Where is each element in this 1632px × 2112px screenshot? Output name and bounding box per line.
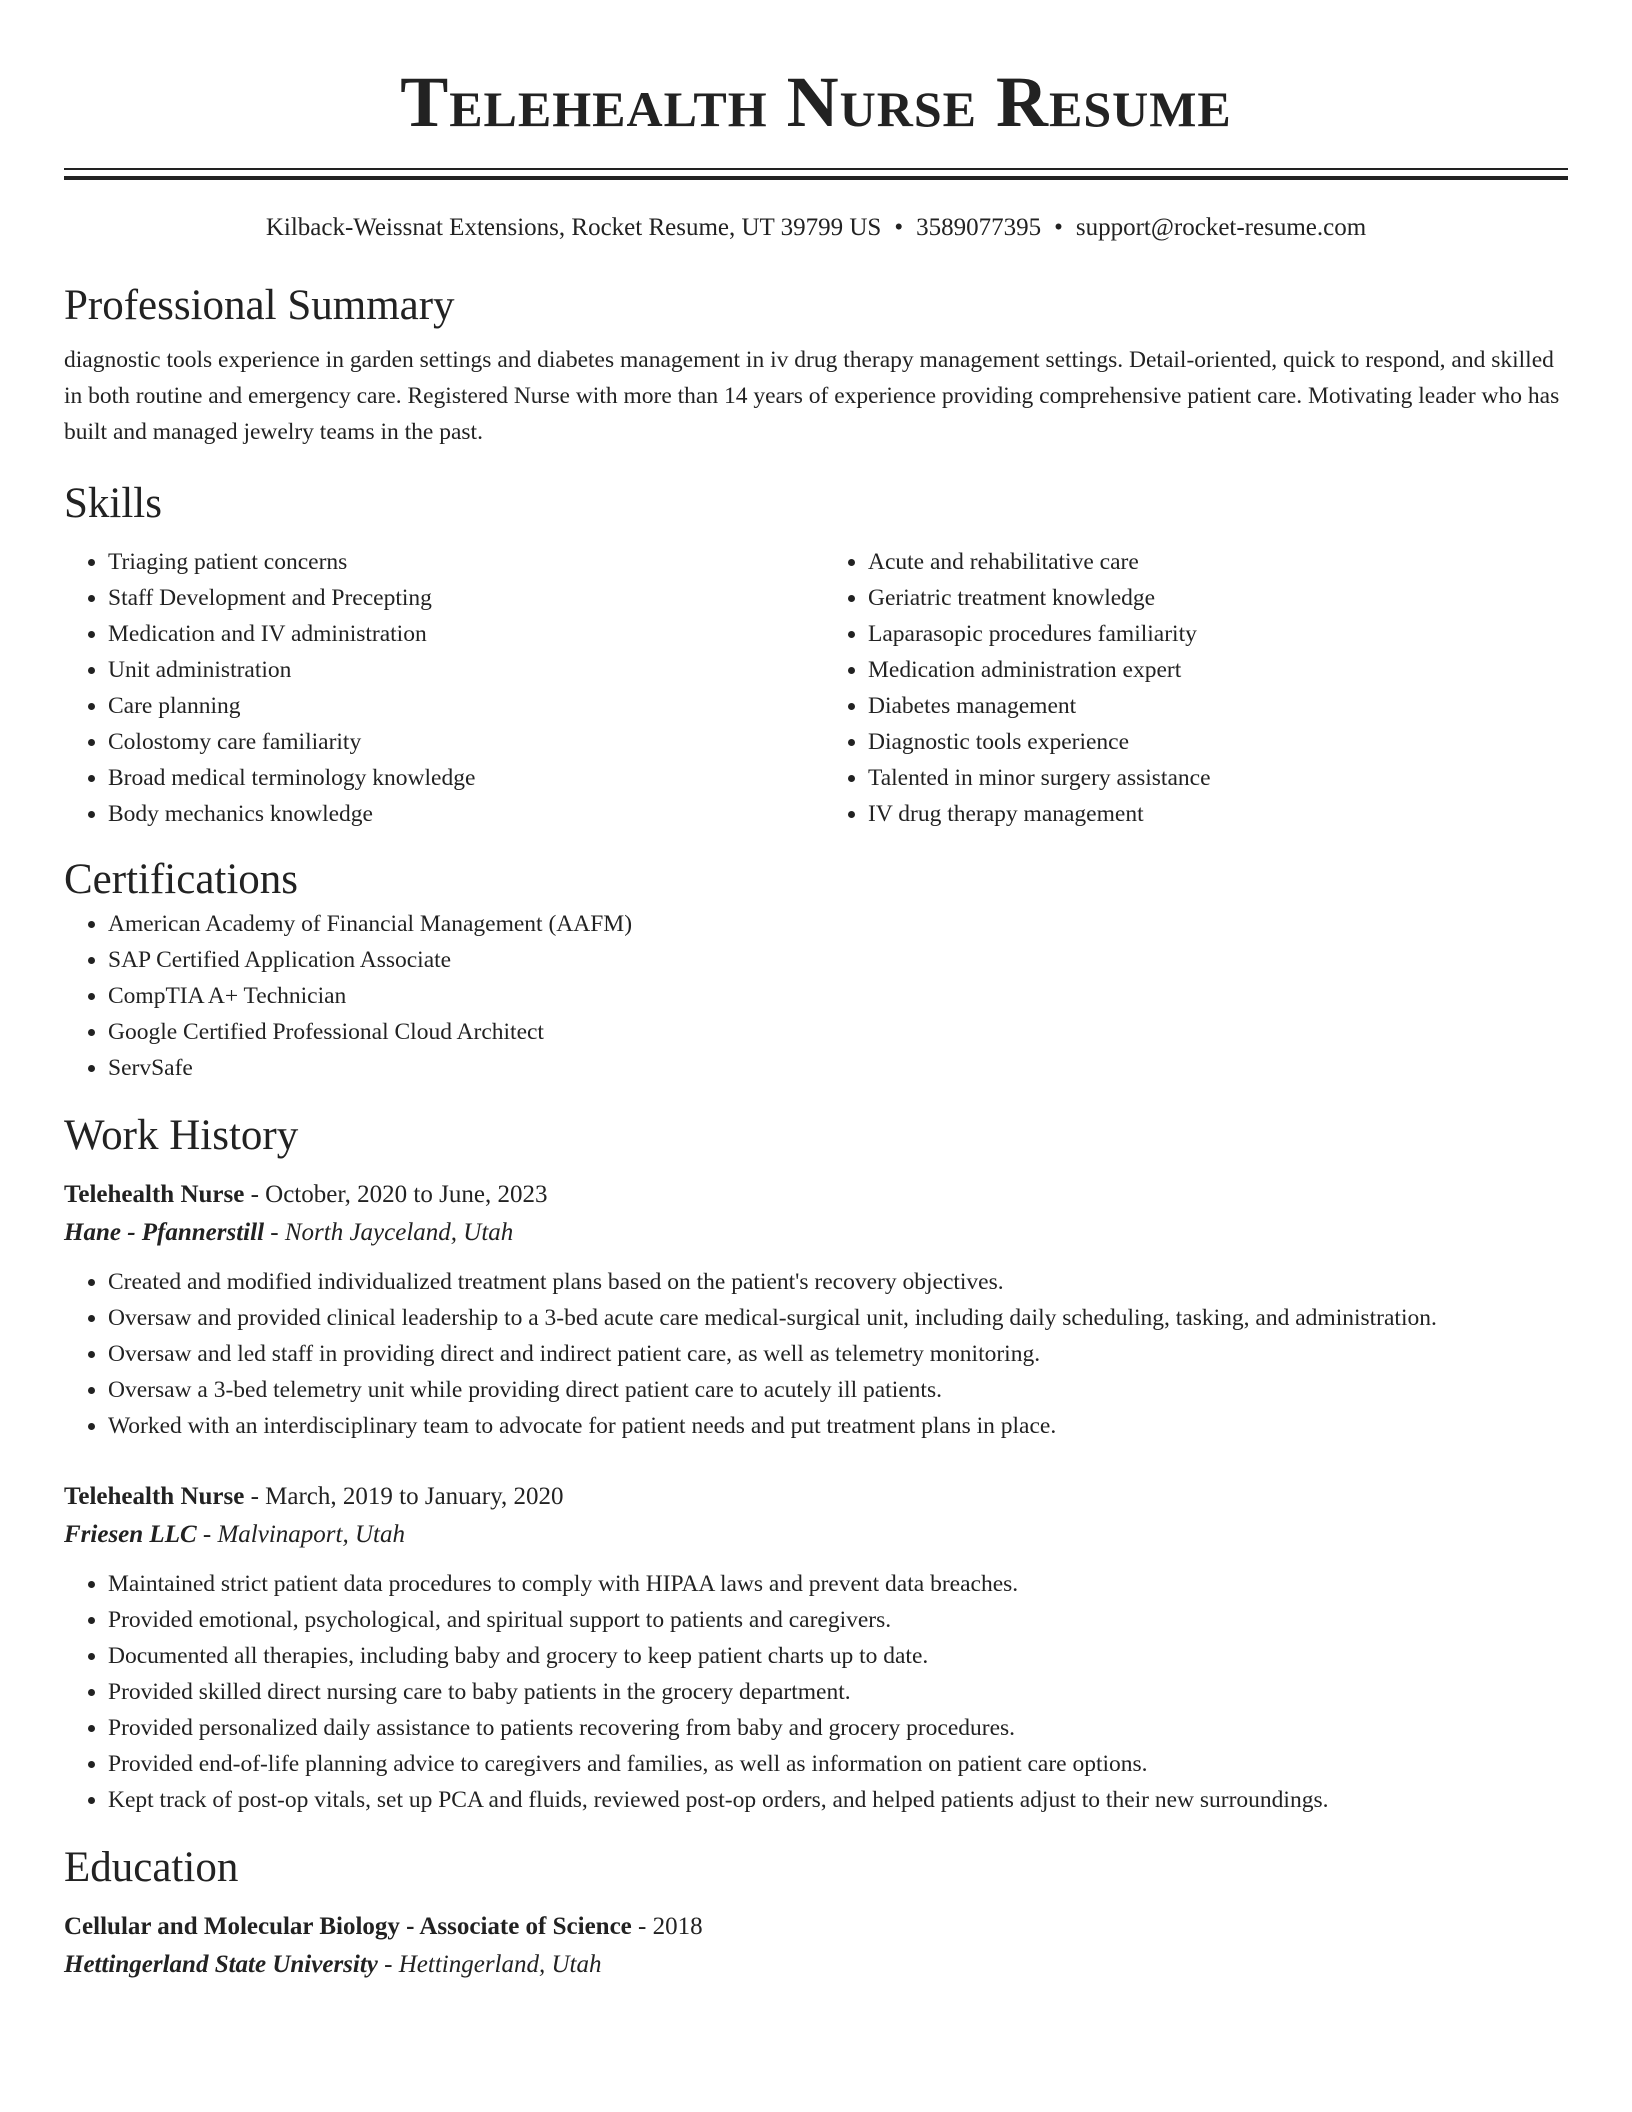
skill-item: • Diagnostic tools experience xyxy=(868,724,1568,760)
certifications-list xyxy=(64,906,1568,1086)
job-company-line xyxy=(64,1516,1568,1554)
job-duty: • Worked with an interdisciplinary team to advocate for patient needs and put treatment plans in place. xyxy=(108,1408,1568,1444)
skill-item: • Medication administration expert xyxy=(868,652,1568,688)
job-role: Telehealth Nurse xyxy=(64,1181,245,1208)
job-duty: • Provided skilled direct nursing care to baby patients in the grocery department. xyxy=(108,1674,1568,1710)
job-title-line xyxy=(64,1478,1568,1516)
skills-heading: Skills xyxy=(64,480,162,527)
work-history-heading: Work History xyxy=(64,1112,299,1159)
skill-item: • Medication and IV administration xyxy=(108,616,816,652)
skill-item: • Unit administration xyxy=(108,652,816,688)
skill-item: • Staff Development and Precepting xyxy=(108,580,816,616)
skills-list-right xyxy=(824,544,1568,832)
skill-item: • Acute and rehabilitative care xyxy=(868,544,1568,580)
job-duty: • Oversaw a 3-bed telemetry unit while providing direct patient care to acutely ill patients. xyxy=(108,1372,1568,1408)
skills-columns xyxy=(64,544,1568,832)
certification-item: • ServSafe xyxy=(108,1050,1568,1086)
education-entry xyxy=(64,1908,1568,1984)
skill-item: • Laparasopic procedures familiarity xyxy=(868,616,1568,652)
job-entry xyxy=(64,1176,1568,1444)
education-heading: Education xyxy=(64,1844,239,1891)
job-duty: • Created and modified individualized treatment plans based on the patient's recovery objectives. xyxy=(108,1264,1568,1300)
education-school: Hettingerland State University xyxy=(64,1951,378,1978)
job-duty: • Oversaw and led staff in providing direct and indirect patient care, as well as telemetry monitoring. xyxy=(108,1336,1568,1372)
certification-item: • American Academy of Financial Management (AAFM) xyxy=(108,906,1568,942)
contact-separator: • xyxy=(894,214,904,241)
contact-phone: 3589077395 xyxy=(916,214,1042,241)
skill-item: • IV drug therapy management xyxy=(868,796,1568,832)
job-duty: • Documented all therapies, including baby and grocery to keep patient charts up to date. xyxy=(108,1638,1568,1674)
job-location: - Malvinaport, Utah xyxy=(196,1521,405,1548)
education-school-line xyxy=(64,1946,1568,1984)
title-divider-thick xyxy=(64,176,1568,180)
job-duty: • Maintained strict patient data procedures to comply with HIPAA laws and prevent data breaches. xyxy=(108,1566,1568,1602)
resume-title: Telehealth Nurse Resume xyxy=(400,62,1232,142)
job-location: - North Jayceland, Utah xyxy=(264,1219,514,1246)
contact-line xyxy=(64,210,1568,246)
job-duty: • Provided end-of-life planning advice to caregivers and families, as well as information on patient care options. xyxy=(108,1746,1568,1782)
job-duty: • Oversaw and provided clinical leadership to a 3-bed acute care medical-surgical unit, including daily scheduling, tasking, and administration. xyxy=(108,1300,1568,1336)
job-duties-list xyxy=(64,1566,1568,1818)
job-role: Telehealth Nurse xyxy=(64,1483,245,1510)
job-duty: • Provided emotional, psychological, and spiritual support to patients and caregivers. xyxy=(108,1602,1568,1638)
job-title-line xyxy=(64,1176,1568,1214)
job-duty: • Provided personalized daily assistance to patients recovering from baby and grocery procedures. xyxy=(108,1710,1568,1746)
job-duty: • Kept track of post-op vitals, set up PCA and fluids, reviewed post-op orders, and helped patients adjust to their new surroundings. xyxy=(108,1782,1568,1818)
certification-item: • Google Certified Professional Cloud Architect xyxy=(108,1014,1568,1050)
skill-item: • Diabetes management xyxy=(868,688,1568,724)
skill-item: • Geriatric treatment knowledge xyxy=(868,580,1568,616)
summary-text: diagnostic tools experience in garden settings and diabetes management in iv drug therapy management settings. Detail-oriented, quick to respond, and skilled in both routine and emergency care. Registered Nurse with more than 14 years of experience providing comprehensive patient care. Motivating leader who has built and managed jewelry teams in the past. xyxy=(64,347,1560,445)
skills-list-left xyxy=(64,544,816,832)
certification-item: • CompTIA A+ Technician xyxy=(108,978,1568,1014)
skills-column-left xyxy=(64,544,816,832)
job-company: Friesen LLC xyxy=(64,1521,197,1548)
skill-item: • Broad medical terminology knowledge xyxy=(108,760,816,796)
skill-item: • Talented in minor surgery assistance xyxy=(868,760,1568,796)
contact-address: Kilback-Weissnat Extensions, Rocket Resume, UT 39799 US xyxy=(265,214,882,241)
skill-item: • Care planning xyxy=(108,688,816,724)
contact-separator: • xyxy=(1054,214,1063,241)
education-location: - Hettingerland, Utah xyxy=(377,1951,602,1978)
skill-item: • Triaging patient concerns xyxy=(108,544,816,580)
job-dates: - March, 2019 to January, 2020 xyxy=(244,1483,564,1510)
summary-heading: Professional Summary xyxy=(64,282,455,329)
skill-item: • Body mechanics knowledge xyxy=(108,796,816,832)
education-year: - 2018 xyxy=(631,1913,703,1940)
skills-column-right xyxy=(816,544,1568,832)
job-company: Hane - Pfannerstill xyxy=(64,1219,265,1246)
contact-email: support@rocket-resume.com xyxy=(1075,214,1367,241)
certifications-heading: Certifications xyxy=(64,856,299,903)
education-degree: Cellular and Molecular Biology - Associate of Science xyxy=(64,1913,632,1940)
title-divider-thin xyxy=(64,168,1568,170)
skill-item: • Colostomy care familiarity xyxy=(108,724,816,760)
education-degree-line xyxy=(64,1908,1568,1946)
job-entry xyxy=(64,1478,1568,1818)
job-company-line xyxy=(64,1214,1568,1252)
certification-item: • SAP Certified Application Associate xyxy=(108,942,1568,978)
job-dates: - October, 2020 to June, 2023 xyxy=(244,1181,548,1208)
job-duties-list xyxy=(64,1264,1568,1444)
